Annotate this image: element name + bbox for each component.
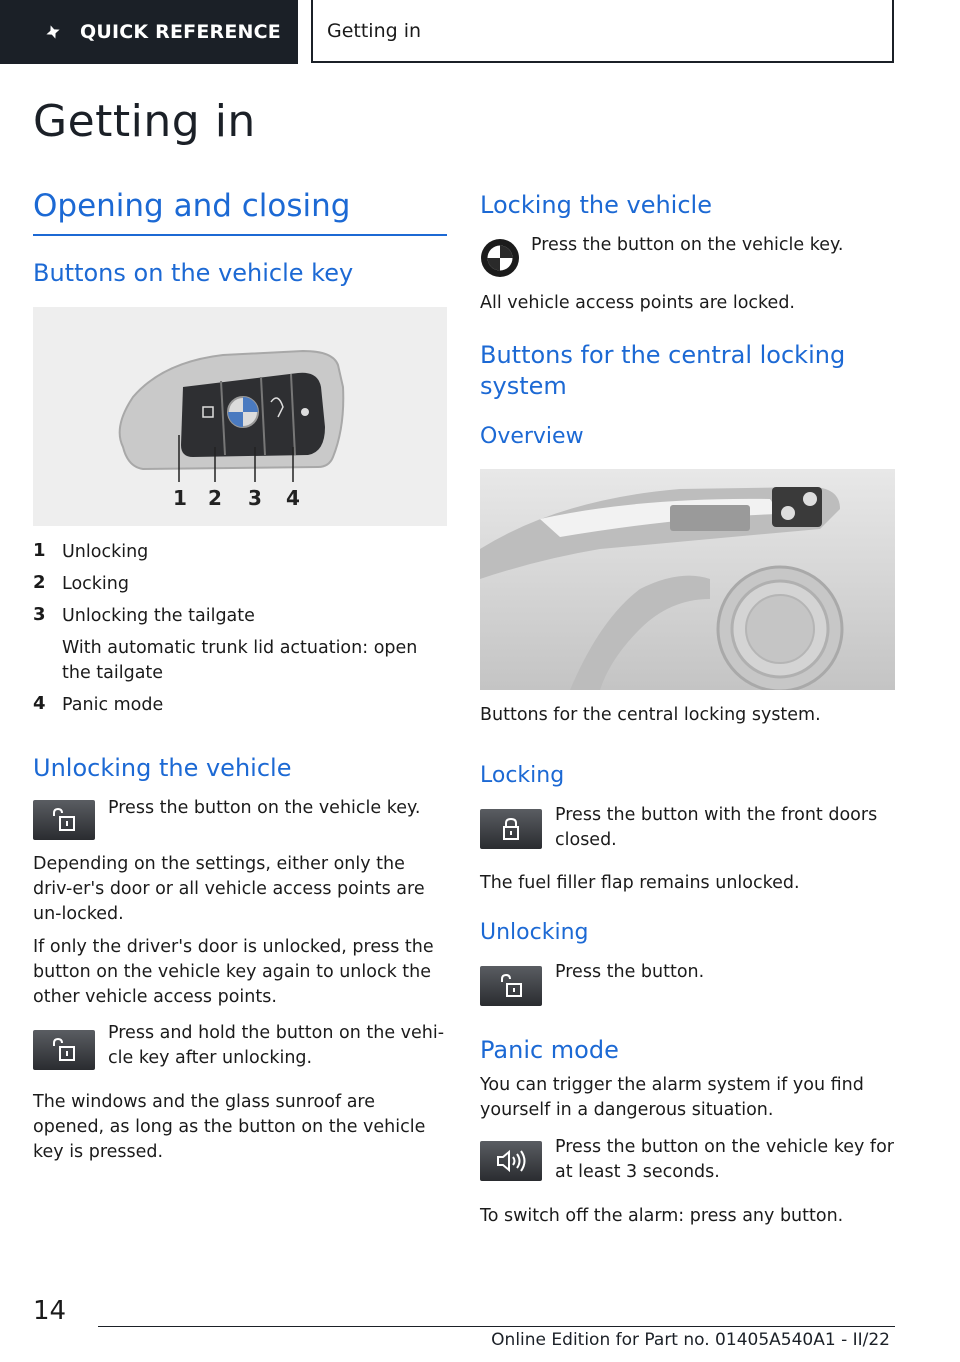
unlock-paragraph-1: Depending on the settings, either only the driv-er's door or all vehicle access points are un-locked. [33,854,425,924]
heading-overview: Overview [480,424,584,449]
door-panel-figure [480,469,895,690]
locking-press-text: Press the button with the front doors closed. [555,805,878,850]
vehicle-key-illustration [33,307,447,526]
section-tab-label: QUICK REFERENCE [80,21,281,43]
key-callout-3: 3 [248,486,262,510]
unlock-hold-button-icon [33,1030,95,1070]
unlock-press-text: Press the button on the vehicle key. [108,798,421,818]
heading-locking: Locking [480,763,565,788]
heading-unlocking: Unlocking [480,920,589,945]
lock-paragraph-1: All vehicle access points are locked. [480,293,795,313]
unlock-paragraph-3: The windows and the glass sunroof are opened, as long as the button on the vehicle key is pressed. [33,1092,426,1162]
key-callout-2: 2 [208,486,222,510]
panic-paragraph-2: To switch off the alarm: press any button. [480,1206,844,1226]
unlock-key-button-icon [33,800,95,840]
page-tab[interactable] [311,0,894,63]
bmw-logo-icon [480,238,520,278]
lock-door-button-icon [480,809,542,849]
key-callout-4: 4 [286,486,300,510]
heading-panic-mode: Panic mode [480,1036,619,1064]
list-number: 3 [33,604,46,625]
door-panel-illustration [480,469,895,690]
quick-reference-icon [42,21,64,43]
list-item-panic: Panic mode [62,695,164,715]
list-item-unlocking: Unlocking [62,542,149,562]
locking-paragraph-1: The fuel filler flap remains unlocked. [480,873,800,893]
overview-caption: Buttons for the central locking system. [480,705,821,725]
list-number: 1 [33,540,46,561]
heading-central-locking: Buttons for the central locking system [480,341,846,400]
lock-press-text: Press the button on the vehicle key. [531,235,844,255]
page-title: Getting in [33,96,256,147]
list-item-locking: Locking [62,574,129,594]
footer-edition: Online Edition for Part no. 01405A540A1 - II/22 [491,1330,890,1350]
key-callout-1: 1 [173,486,187,510]
list-number: 2 [33,572,46,593]
panic-paragraph-1: You can trigger the alarm system if you find yourself in a dangerous situation. [480,1075,864,1120]
heading-opening-closing: Opening and closing [33,188,351,224]
section-tab[interactable] [0,0,298,64]
page-number: 14 [33,1296,67,1326]
panic-press-text: Press the button on the vehicle key for at least 3 seconds. [555,1137,894,1182]
list-number: 4 [33,693,46,714]
page-tab-label: Getting in [327,19,422,42]
heading-unlocking-vehicle: Unlocking the vehicle [33,754,292,782]
list-item-tailgate-note: With automatic trunk lid actuation: open the tailgate [62,638,418,683]
unlock-paragraph-2: If only the driver's door is unlocked, press the button on the vehicle key again to unlock the other vehicle access points. [33,937,434,1007]
footer-rule [98,1326,895,1327]
heading-locking-vehicle: Locking the vehicle [480,191,712,219]
panic-alarm-button-icon [480,1141,542,1181]
list-item-tailgate: Unlocking the tailgate [62,606,255,626]
heading-buttons-key: Buttons on the vehicle key [33,259,354,287]
heading-rule [33,234,447,236]
vehicle-key-figure [33,307,447,526]
unlock-door-button-icon [480,966,542,1006]
unlock-hold-text: Press and hold the button on the vehi-cle key after unlocking. [108,1023,445,1068]
unlocking-press-text: Press the button. [555,962,705,982]
